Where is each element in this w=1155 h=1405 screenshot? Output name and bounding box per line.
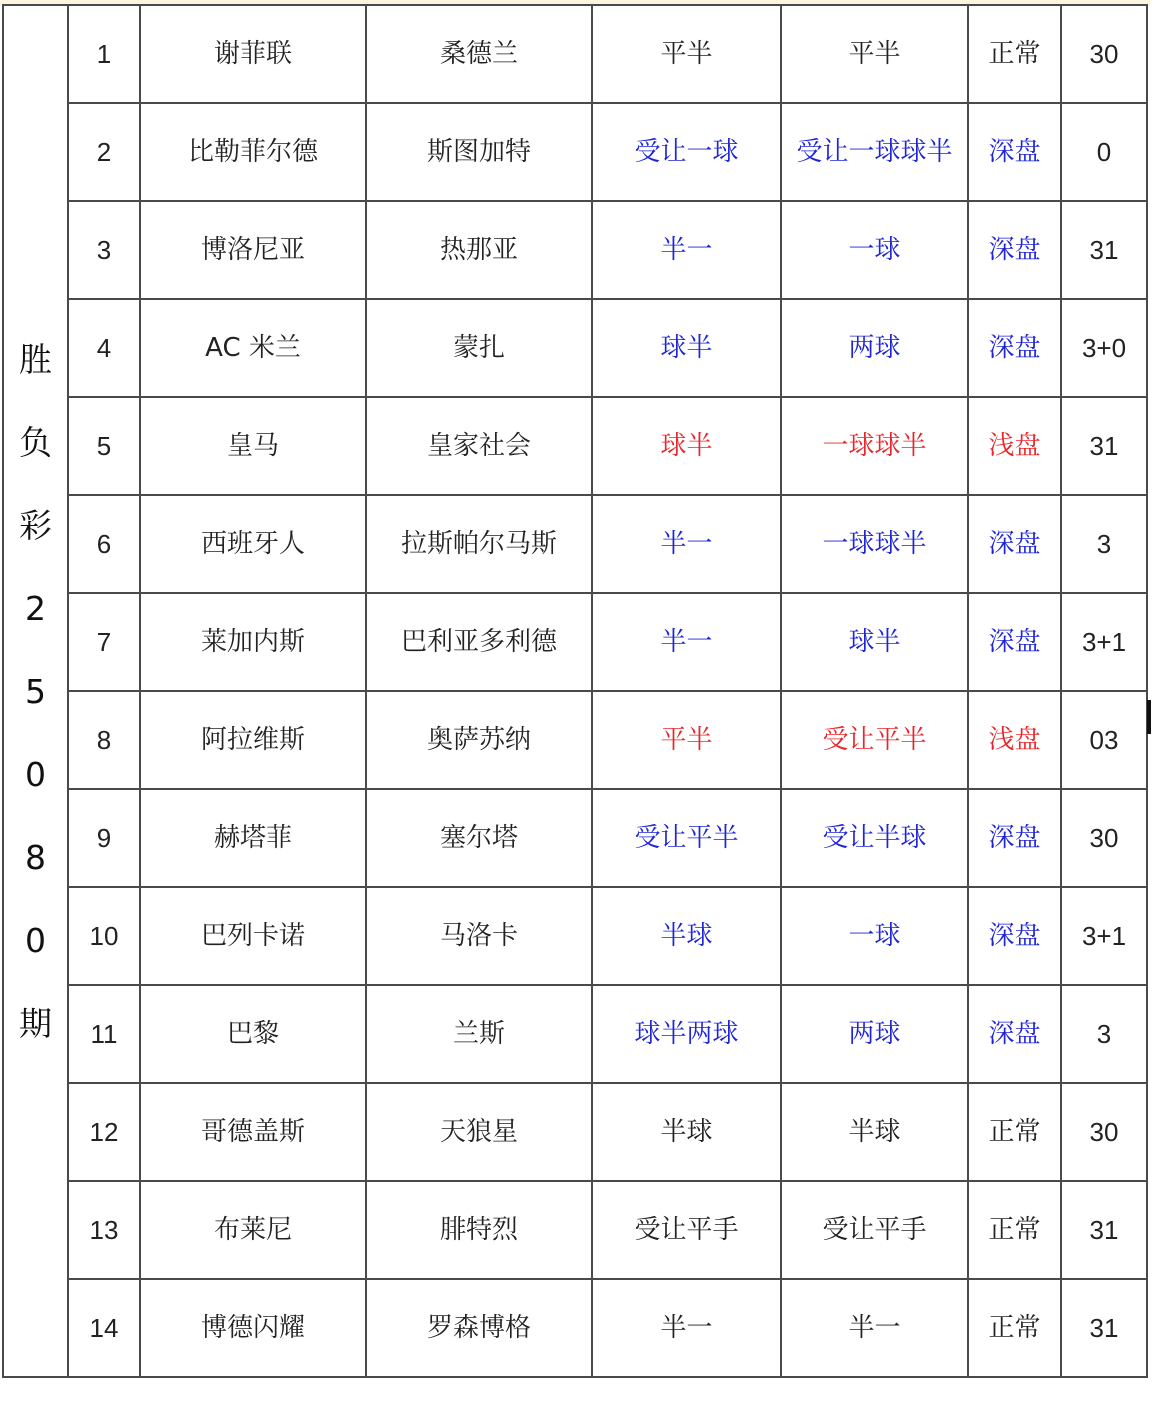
period-label-char: 0 [25, 754, 46, 794]
match-number: 4 [68, 299, 140, 397]
result-pick: 31 [1061, 1279, 1147, 1377]
away-team: 巴利亚多利德 [366, 593, 592, 691]
table-row [3, 1083, 1147, 1181]
match-number: 6 [68, 495, 140, 593]
away-team: 马洛卡 [366, 887, 592, 985]
home-team: 西班牙人 [140, 495, 366, 593]
handicap-initial: 半球 [592, 1083, 781, 1181]
home-team: 博洛尼亚 [140, 201, 366, 299]
home-team: 莱加内斯 [140, 593, 366, 691]
handicap-initial: 半一 [592, 1279, 781, 1377]
handicap-initial: 球半两球 [592, 985, 781, 1083]
away-team: 罗森博格 [366, 1279, 592, 1377]
home-team: 布莱尼 [140, 1181, 366, 1279]
result-pick: 3+1 [1061, 593, 1147, 691]
handicap-current: 受让一球球半 [781, 103, 968, 201]
table-row [3, 103, 1147, 201]
period-label-char: 8 [25, 837, 46, 877]
away-team: 天狼星 [366, 1083, 592, 1181]
result-pick: 31 [1061, 1181, 1147, 1279]
home-team: 巴列卡诺 [140, 887, 366, 985]
table-row [3, 1181, 1147, 1279]
table-row [3, 593, 1147, 691]
handicap-depth: 深盘 [968, 103, 1061, 201]
result-pick: 3+0 [1061, 299, 1147, 397]
handicap-current: 受让半球 [781, 789, 968, 887]
lottery-table [2, 4, 1148, 1378]
period-label-char: 胜 [19, 339, 52, 379]
handicap-depth: 深盘 [968, 887, 1061, 985]
result-pick: 0 [1061, 103, 1147, 201]
match-number: 7 [68, 593, 140, 691]
table-row [3, 495, 1147, 593]
handicap-depth: 正常 [968, 1181, 1061, 1279]
home-team: 哥德盖斯 [140, 1083, 366, 1181]
away-team: 拉斯帕尔马斯 [366, 495, 592, 593]
match-number: 1 [68, 5, 140, 103]
away-team: 奥萨苏纳 [366, 691, 592, 789]
result-pick: 3+1 [1061, 887, 1147, 985]
home-team: 谢菲联 [140, 5, 366, 103]
away-team: 塞尔塔 [366, 789, 592, 887]
handicap-initial: 半球 [592, 887, 781, 985]
handicap-initial: 受让平半 [592, 789, 781, 887]
table-body [3, 5, 1147, 1377]
period-label-char: 彩 [19, 505, 52, 545]
handicap-current: 半一 [781, 1279, 968, 1377]
home-team: 阿拉维斯 [140, 691, 366, 789]
away-team: 热那亚 [366, 201, 592, 299]
handicap-depth: 深盘 [968, 985, 1061, 1083]
result-pick: 30 [1061, 789, 1147, 887]
match-number: 12 [68, 1083, 140, 1181]
handicap-current: 一球 [781, 887, 968, 985]
handicap-current: 受让平手 [781, 1181, 968, 1279]
result-pick: 30 [1061, 5, 1147, 103]
handicap-initial: 球半 [592, 397, 781, 495]
handicap-initial: 半一 [592, 495, 781, 593]
handicap-current: 半球 [781, 1083, 968, 1181]
home-team: 巴黎 [140, 985, 366, 1083]
away-team: 斯图加特 [366, 103, 592, 201]
handicap-initial: 受让平手 [592, 1181, 781, 1279]
result-pick: 3 [1061, 985, 1147, 1083]
table-row [3, 397, 1147, 495]
handicap-current: 一球 [781, 201, 968, 299]
table-row [3, 299, 1147, 397]
home-team: AC 米兰 [140, 299, 366, 397]
match-number: 11 [68, 985, 140, 1083]
result-pick: 3 [1061, 495, 1147, 593]
home-team: 皇马 [140, 397, 366, 495]
match-number: 14 [68, 1279, 140, 1377]
match-number: 5 [68, 397, 140, 495]
edge-marker [1147, 700, 1151, 734]
away-team: 腓特烈 [366, 1181, 592, 1279]
period-label-char: 负 [19, 422, 52, 462]
handicap-depth: 正常 [968, 1279, 1061, 1377]
period-label-char: 5 [25, 671, 46, 711]
match-number: 8 [68, 691, 140, 789]
result-pick: 30 [1061, 1083, 1147, 1181]
home-team: 比勒菲尔德 [140, 103, 366, 201]
table-row [3, 789, 1147, 887]
handicap-current: 受让平半 [781, 691, 968, 789]
result-pick: 31 [1061, 201, 1147, 299]
handicap-depth: 深盘 [968, 299, 1061, 397]
handicap-depth: 深盘 [968, 593, 1061, 691]
handicap-initial: 半一 [592, 201, 781, 299]
handicap-depth: 浅盘 [968, 397, 1061, 495]
away-team: 兰斯 [366, 985, 592, 1083]
period-label-char: 0 [25, 920, 46, 960]
period-label [4, 318, 67, 1065]
handicap-initial: 平半 [592, 5, 781, 103]
handicap-depth: 深盘 [968, 201, 1061, 299]
table-row [3, 1279, 1147, 1377]
handicap-depth: 正常 [968, 1083, 1061, 1181]
handicap-depth: 浅盘 [968, 691, 1061, 789]
away-team: 蒙扎 [366, 299, 592, 397]
result-pick: 03 [1061, 691, 1147, 789]
handicap-depth: 深盘 [968, 495, 1061, 593]
handicap-initial: 球半 [592, 299, 781, 397]
table-row [3, 691, 1147, 789]
period-label-cell [3, 5, 68, 1377]
table-row [3, 887, 1147, 985]
home-team: 赫塔菲 [140, 789, 366, 887]
result-pick: 31 [1061, 397, 1147, 495]
handicap-initial: 受让一球 [592, 103, 781, 201]
match-number: 3 [68, 201, 140, 299]
handicap-current: 两球 [781, 299, 968, 397]
away-team: 皇家社会 [366, 397, 592, 495]
match-number: 2 [68, 103, 140, 201]
handicap-depth: 正常 [968, 5, 1061, 103]
handicap-current: 平半 [781, 5, 968, 103]
table-row [3, 5, 1147, 103]
period-label-char: 2 [25, 588, 46, 628]
home-team: 博德闪耀 [140, 1279, 366, 1377]
handicap-current: 一球球半 [781, 397, 968, 495]
handicap-current: 球半 [781, 593, 968, 691]
match-number: 9 [68, 789, 140, 887]
match-number: 10 [68, 887, 140, 985]
handicap-depth: 深盘 [968, 789, 1061, 887]
match-number: 13 [68, 1181, 140, 1279]
period-label-char: 期 [19, 1003, 52, 1043]
table-row [3, 985, 1147, 1083]
handicap-current: 两球 [781, 985, 968, 1083]
handicap-initial: 平半 [592, 691, 781, 789]
handicap-initial: 半一 [592, 593, 781, 691]
away-team: 桑德兰 [366, 5, 592, 103]
handicap-current: 一球球半 [781, 495, 968, 593]
table-row [3, 201, 1147, 299]
